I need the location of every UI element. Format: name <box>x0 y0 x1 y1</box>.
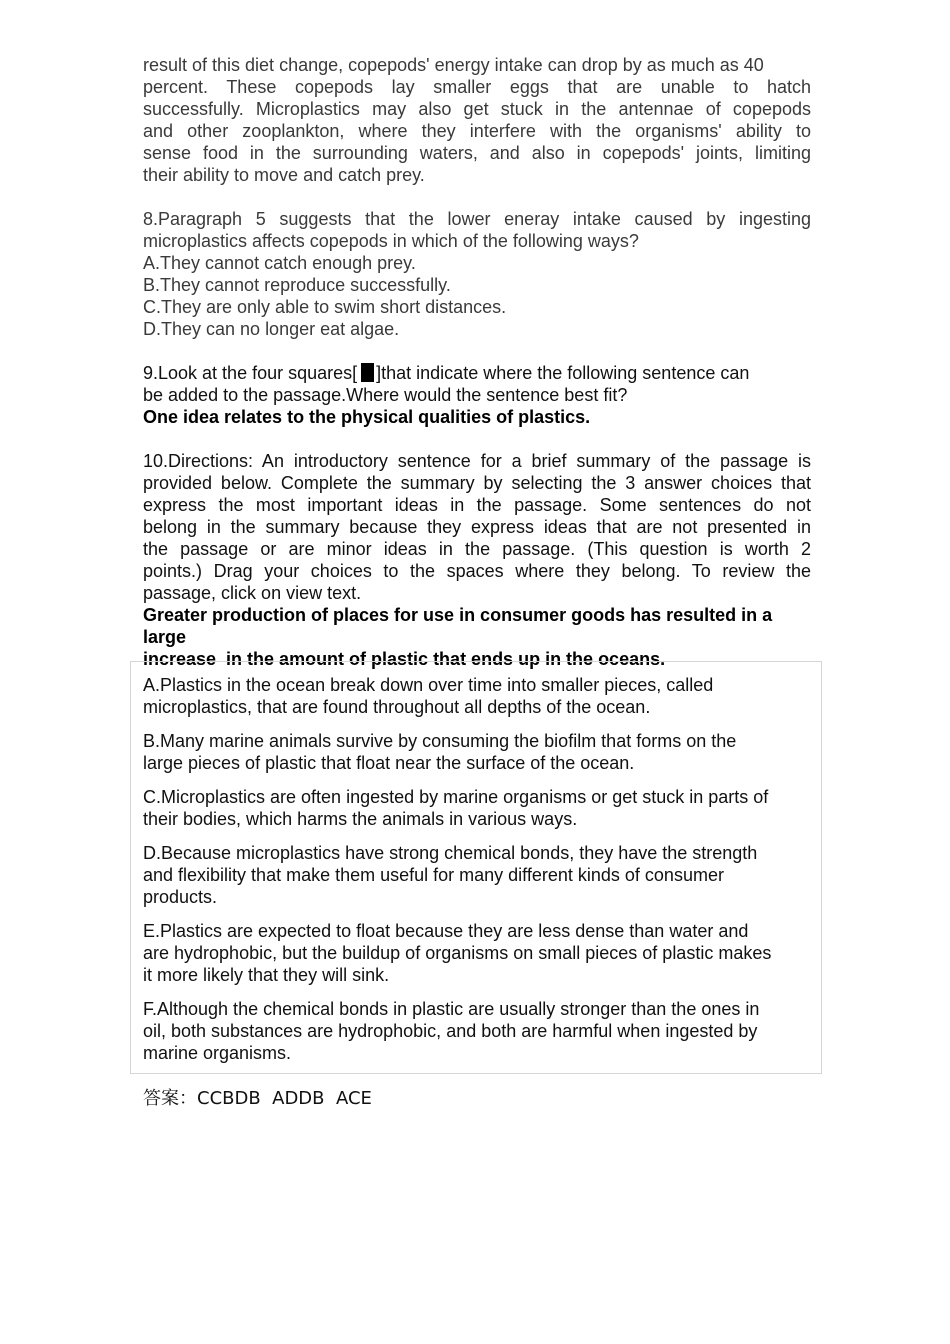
choice-line: marine organisms. <box>143 1043 292 1063</box>
answer-choice-e[interactable] <box>143 920 815 986</box>
passage-line: their ability to move and catch prey. <box>143 165 425 185</box>
answer-choice-b[interactable] <box>143 730 815 774</box>
passage-paragraph <box>143 54 811 186</box>
summary-intro-line: increase in the amount of plastic that ends up in the oceans. <box>143 649 666 669</box>
directions-line: passage, click on view text. <box>143 583 362 603</box>
question-9 <box>143 362 811 428</box>
directions-line: belong in the summary because they express ideas that are not presented in <box>143 517 811 537</box>
passage-line: percent. These copepods lay smaller eggs that are unable to hatch <box>143 77 811 97</box>
choice-line: and flexibility that make them useful for many different kinds of consumer <box>143 865 724 885</box>
choice-line: are hydrophobic, but the buildup of organisms on small pieces of plastic makes <box>143 943 772 963</box>
black-square-icon <box>361 363 374 382</box>
choice-line: A.Plastics in the ocean break down over time into smaller pieces, called <box>143 675 714 695</box>
answer-choice-d[interactable] <box>143 842 815 908</box>
passage-line: result of this diet change, copepods' energy intake can drop by as much as 40 <box>143 55 764 75</box>
question-9-stem-end: ]that indicate where the following sentence can <box>376 363 750 383</box>
choice-line: microplastics, that are found throughout all depths of the ocean. <box>143 697 651 717</box>
choice-line: it more likely that they will sink. <box>143 965 390 985</box>
passage-line: successfully. Microplastics may also get stuck in the antennae of copepods <box>143 99 811 119</box>
question-8-option-a[interactable]: A.They cannot catch enough prey. <box>143 253 416 273</box>
directions-line: provided below. Complete the summary by selecting the 3 answer choices that <box>143 473 811 493</box>
choice-line: D.Because microplastics have strong chemical bonds, they have the strength <box>143 843 758 863</box>
answer-choices-list <box>143 674 815 1076</box>
answer-key: 答案：CCBDB ADDB ACE <box>143 1088 372 1109</box>
choice-line: B.Many marine animals survive by consuming the biofilm that forms on the <box>143 731 737 751</box>
answer-choice-f[interactable] <box>143 998 815 1064</box>
question-8-option-b[interactable]: B.They cannot reproduce successfully. <box>143 275 451 295</box>
question-9-stem-line2: be added to the passage.Where would the sentence best fit? <box>143 385 628 405</box>
directions-line: 10.Directions: An introductory sentence for a brief summary of the passage is <box>143 451 811 471</box>
question-8-stem-line: microplastics affects copepods in which of the following ways? <box>143 231 639 251</box>
document-page <box>143 54 811 670</box>
choice-line: products. <box>143 887 218 907</box>
choice-line: F.Although the chemical bonds in plastic are usually stronger than the ones in <box>143 999 760 1019</box>
question-9-stem <box>143 362 811 406</box>
directions-line: points.) Drag your choices to the spaces where they belong. To review the <box>143 561 811 581</box>
choice-line: E.Plastics are expected to float because they are less dense than water and <box>143 921 749 941</box>
passage-line: sense food in the surrounding waters, and also in copepods' joints, limiting <box>143 143 811 163</box>
passage-line: and other zooplankton, where they interfere with the organisms' ability to <box>143 121 811 141</box>
choice-line: oil, both substances are hydrophobic, and both are harmful when ingested by <box>143 1021 758 1041</box>
question-8-option-d[interactable]: D.They can no longer eat algae. <box>143 319 400 339</box>
directions-line: express the most important ideas in the passage. Some sentences do not <box>143 495 811 515</box>
summary-intro-line: Greater production of places for use in consumer goods has resulted in a large <box>143 605 773 647</box>
choice-line: their bodies, which harms the animals in various ways. <box>143 809 578 829</box>
answer-choice-a[interactable] <box>143 674 815 718</box>
directions-line: the passage or are minor ideas in the passage. (This question is worth 2 <box>143 539 811 559</box>
question-9-stem-start: 9.Look at the four squares[ <box>143 363 358 383</box>
question-8-stem-line: 8.Paragraph 5 suggests that the lower eneray intake caused by ingesting <box>143 209 811 229</box>
choice-line: large pieces of plastic that float near the surface of the ocean. <box>143 753 635 773</box>
question-8-stem <box>143 208 811 252</box>
question-8-option-c[interactable]: C.They are only able to swim short distances. <box>143 297 507 317</box>
question-9-insert-sentence: One idea relates to the physical qualities of plastics. <box>143 407 591 427</box>
question-8 <box>143 208 811 340</box>
question-10 <box>143 450 811 670</box>
answer-choice-c[interactable] <box>143 786 815 830</box>
choice-line: C.Microplastics are often ingested by marine organisms or get stuck in parts of <box>143 787 769 807</box>
question-10-directions <box>143 450 811 604</box>
